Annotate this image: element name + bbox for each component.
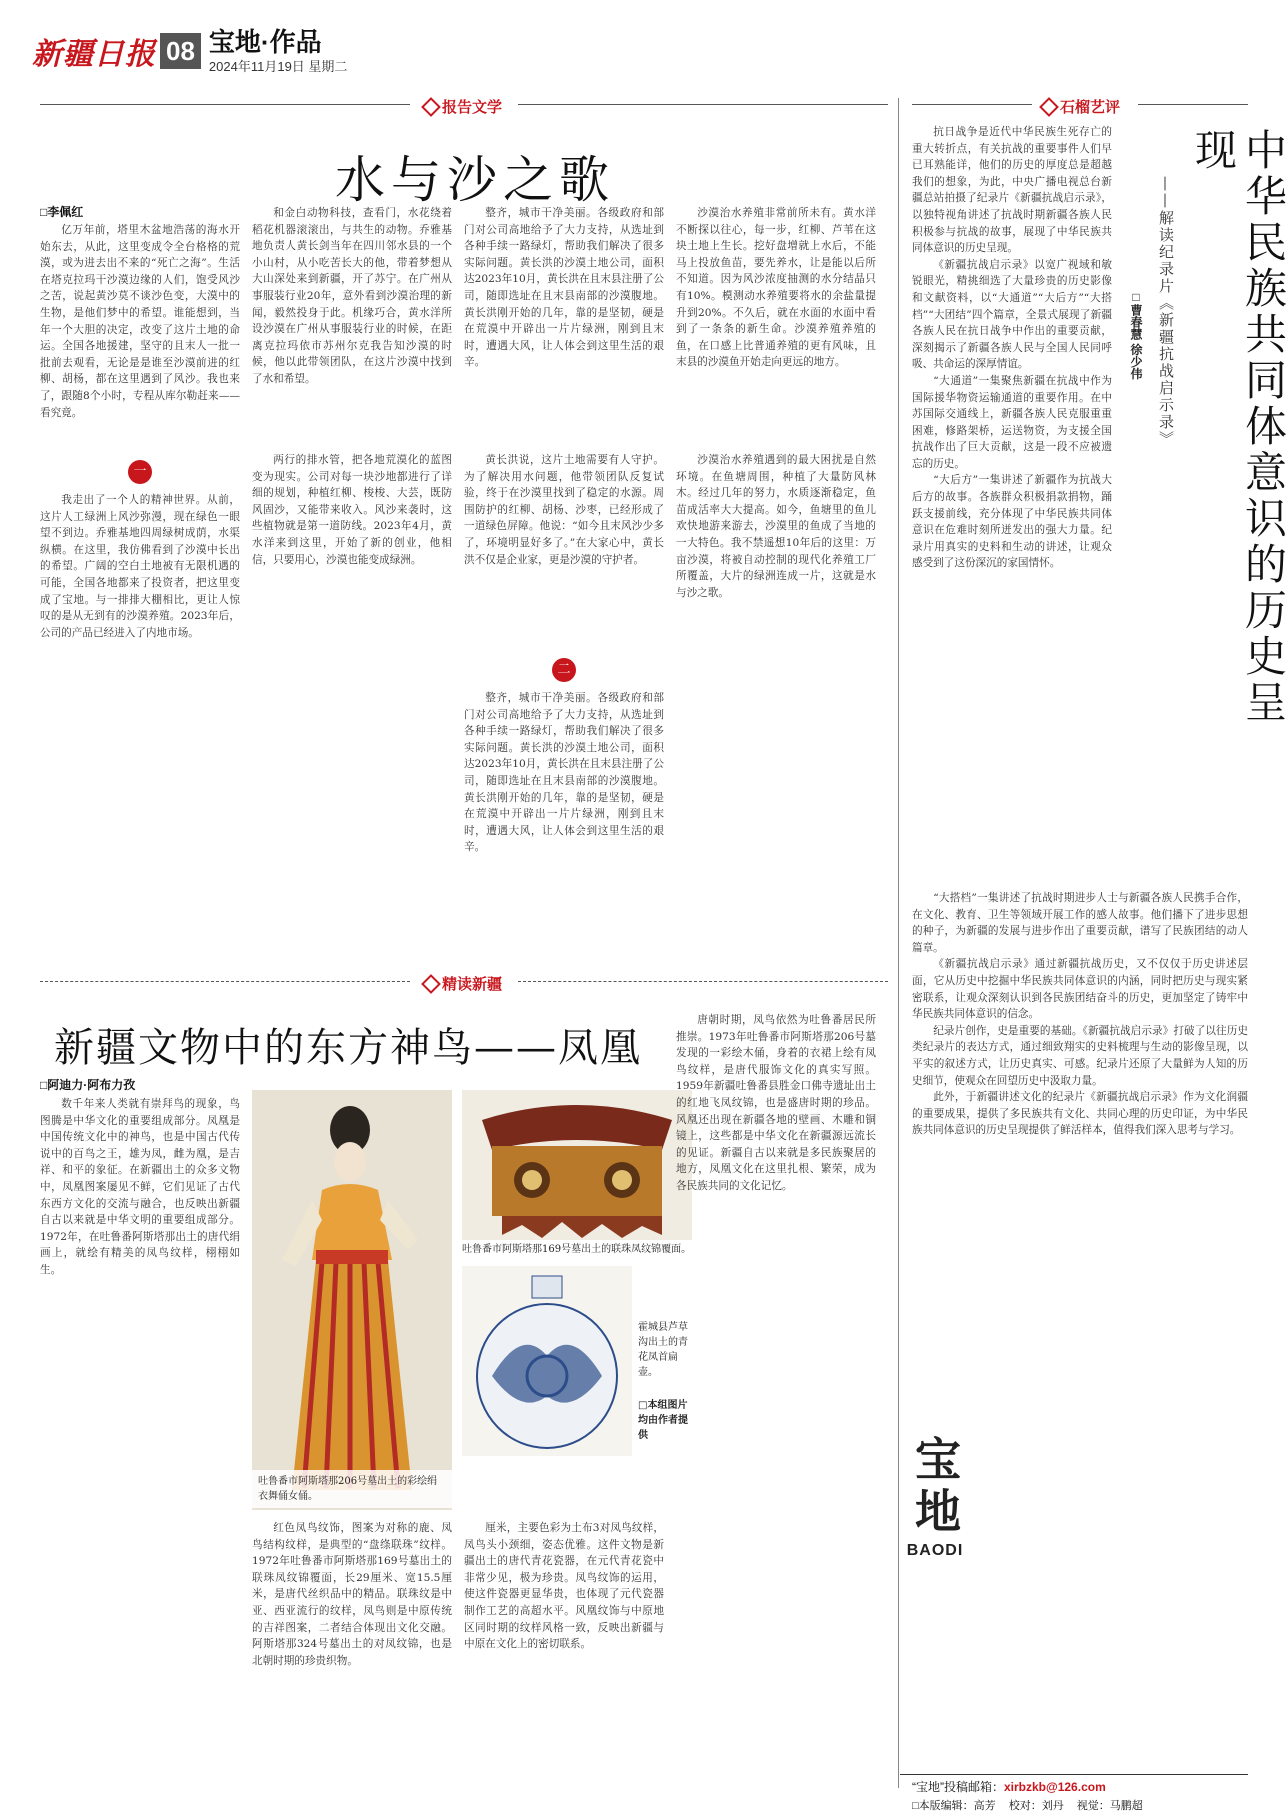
vase-photo (462, 1266, 632, 1456)
report-column-6: 两行的排水管，把各地荒漠化的蓝图变为现实。公司对每一块沙地都进行了详细的规划，种植红柳、梭梭、大芸，既防风固沙，又能带来收入。风沙来袭时，这些植物就是第一道防线。2023年4月，黄水洋来到这里，开始了新的创业，他相信，只要用心，沙漠也能变成绿洲。 (252, 454, 452, 566)
stamp-latin: BAODI (906, 1542, 964, 1559)
dancer-figure-image (252, 1090, 452, 1510)
section-marker-2: 二 (464, 650, 664, 690)
brocade-image (462, 1090, 692, 1240)
review-section-tag (1042, 96, 1120, 117)
report-column-8: 沙漠治水养殖遇到的最大困扰是自然环境。在鱼塘周围，种植了大量防风林木。经过几年的努力，水质逐渐稳定，鱼苗成活率大大提高。如今，鱼塘里的鱼儿欢快地游来游去，沙漠里的鱼成了当地的一大特色。我不禁遥想10年后的这里：万亩沙漠，将被自动控制的现代化养殖工厂所覆盖，大片的绿洲连成一片，这就是水与沙之歌。 (676, 454, 876, 599)
report-column-5: 我走出了一个人的精神世界。从前，这片人工绿洲上风沙弥漫，现在绿色一眼望不到边。乔雅基地四周绿树成荫，水渠纵横。在这里，我仿佛看到了沙漠中长出的希望。广阔的空白土地被有无限机遇的可能，全国各地都来了投资者，把这里变成了宝地。与一排排大棚相比，更让人惊叹的是从无到有的沙漠养殖。2023年后，公司的产品已经进入了内地市场。 (40, 494, 240, 639)
report-column-7: 黄长洪说，这片土地需要有人守护。为了解决用水问题，他带领团队反复试验，终于在沙漠里找到了稳定的水源。周围防护的红柳、胡杨、沙枣，已经形成了一道绿色屏障。他说：“如今且末风沙少多了，环境明显好多了。”在大家心中，黄长洪不仅是企业家，更是沙漠的守护者。 (464, 454, 664, 566)
diamond-icon (421, 974, 441, 994)
staff-credits: □本版编辑：高芳 校对：刘丹 视觉：马鹏超 (912, 1800, 1143, 1812)
report-author: □李佩红 (40, 205, 84, 219)
issue-date: 2024年11月19日 星期二 (208, 58, 348, 74)
relic-column-4: 唐朝时期，凤鸟依然为吐鲁番居民所推崇。1973年吐鲁番市阿斯塔那206号墓发现的一彩绘木俑，身着的衣裙上绘有凤鸟纹样，是唐代服饰文化的真实写照。1959年新疆吐鲁番县胜金口佛寺遗址出土的红地飞凤纹锦，也是盛唐时期的珍品。风凰还出现在新疆各地的壁画、木雕和铜镜上，这些都是中华文化在新疆源远流长的见证。新疆自古以来就是多民族聚居的地方，凤凰文化在这里扎根、繁荣，成为各民族共同的文化记忆。 (676, 1014, 876, 1192)
report-tag-label: 报告文学 (442, 99, 503, 116)
brocade-photo (462, 1090, 692, 1240)
newspaper-logo: 新疆日报 (32, 37, 156, 72)
diamond-icon (421, 97, 441, 117)
divider (912, 104, 1032, 105)
divider (40, 104, 410, 105)
brocade-caption: 吐鲁番市阿斯塔那169号墓出土的联珠凤纹锦覆面。 (462, 1244, 692, 1255)
relic-tag-label: 精读新疆 (442, 976, 503, 993)
review-author: □曹春慧 徐少伟 (1129, 290, 1143, 380)
page-number: 08 (160, 33, 201, 69)
review-subtitle: ——解读纪录片《新疆抗战启示录》 (1157, 176, 1175, 448)
report-column-2: 和金白动物科技，查看门，水花绕着稻花机器滚滚出，与共生的动物。乔雅基地负责人黄长剑当年在四川邻水县的一个小山村，从小吃苦长大的他，带着梦想从大山深处来到新疆，开了苏宁。在广州从事服装行业20年，意外看到沙漠治理的新闻，毅然投身于此。机缘巧合，黄水洋所设沙漠在广州从事服装行业的时候，在距离克拉玛依市苏州尔克我告知沙漠的时候，他以此带领团队，在这片沙漠中找到了水和希望。 (252, 207, 452, 385)
section-marker-1: 一 (40, 452, 240, 492)
diamond-icon (1039, 97, 1059, 117)
divider (518, 104, 888, 105)
review-column-1a: 抗日战争是近代中华民族生死存亡的重大转折点，有关抗战的重要事件人们早已耳熟能详，他们的历史的厚度总是超越我们的想象，为此，中央广播电视总台新疆总站拍摄了纪录片《新疆抗战启示录》，以独特视角讲述了抗战时期新疆各族人民积极参与抗战的故事，展现了中华民族共同体意识的历史呈现。 《新疆抗战启示录》以宽广视域和敏锐眼光，精挑细选了大量珍贵的历史影像和文献资料，以“大通道”“大后方”“大搭档”“大团结”四个篇章，全景式展现了新疆各族人民在抗日战争中作出的重要贡献，深刻揭示了新疆各族人民与全国人民同呼吸、共命运的深厚情谊。 “大通道”一集聚焦新疆在抗战中作为国际援华物资运输通道的重要作用。在中苏国际交通线上，新疆各族人民克服重重困难，修路架桥，运送物资，为支援全国抗战作出了巨大贡献，这是一段不应被遗忘的历史。 “大后方”一集讲述了新疆作为抗战大后方的故事。各族群众积极捐款捐物，踊跃支援前线，充分体现了中华民族共同体意识在危难时刻所迸发出的强大力量。纪录片用真实的史料和生动的讲述，让观众感受到了这份深沉的家国情怀。 (912, 126, 1112, 570)
report-column-1: 亿万年前，塔里木盆地浩荡的海水开始东去，从此，这里变成令全台格格的荒漠，或为进去出不来的“死亡之海”。生活在塔克拉玛干沙漠边缘的人们，饱受风沙之苦，说起黄沙莫不谈沙色变，大漠中的生物，是他们梦中的希望。谁能想到，当年一个大胆的决定，改变了这片土地的命运。全国各地援建，坚守的且末人一批一批前去观看，无论是是谁至沙漠前进的红柳、胡杨，都在这里遇到了风沙。我也来了，跟随8个小时，专程从库尔勒赶来——看究竟。 (40, 224, 240, 419)
divider (1138, 104, 1248, 105)
section-info (209, 28, 348, 75)
relic-column-2: 红色凤鸟纹饰，图案为对称的鹿、凤鸟结构纹样，是典型的“盘绦联珠”纹样。1972年吐鲁番市阿斯塔那169号墓出土的联珠凤纹锦覆面，长29厘米、宽15.5厘米，是唐代丝织品中的精品。联珠纹是中亚、西亚流行的纹样，凤鸟则是中原传统的吉祥图案，二者结合体现出文化交融。阿斯塔那324号墓出土的对凤纹锦，也是北朝时期的珍贵织物。 (252, 1522, 452, 1667)
report-section-tag (424, 96, 502, 117)
review-tag-label: 石榴艺评 (1060, 99, 1121, 116)
dancer-figure-photo (252, 1090, 452, 1510)
divider (40, 981, 410, 982)
relic-title: 新疆文物中的东方神鸟——凤凰 (54, 1025, 642, 1071)
vase-image (462, 1266, 632, 1456)
relic-section-tag (424, 973, 502, 994)
relic-column-1: 数千年来人类就有崇拜鸟的现象，鸟图腾是中华文化的重要组成部分。凤凰是中国传统文化中的神鸟，也是中国古代传说中的百鸟之王，雄为凤，雌为凰，是吉祥、和平的象征。在新疆出土的众多文物中，凤凰图案屡见不鲜，它们见证了古代东西方文化的交流与融合，也反映出新疆自古以来就是中华文明的重要组成部分。1972年，在吐鲁番阿斯塔那出土的唐代绢画上，就绘有精美的凤鸟纹样，栩栩如生。 (40, 1098, 240, 1276)
photo-credit: □本组图片均由作者提供 (638, 1400, 688, 1441)
figure-caption: 吐鲁番市阿斯塔那206号墓出土的彩绘绢衣舞俑女俑。 (252, 1470, 452, 1508)
email-address: xirbzkb@126.com (1004, 1780, 1106, 1794)
review-column-2: “大搭档”一集讲述了抗战时期进步人士与新疆各族人民携手合作，在文化、教育、卫生等领域开展工作的感人故事。他们播下了进步思想的种子，为新疆的发展与进步作出了重要贡献，谱写了民族团结的动人篇章。 《新疆抗战启示录》通过新疆抗战历史，又不仅仅于历史讲述层面，它从历史中挖掘中华民族共同体意识的内涵，同时把历史与现实紧密联系，让观众深刻认识到各民族团结奋斗的历史，更加坚定了铸牢中华民族共同体意识的信念。 纪录片创作，史是重要的基础。《新疆抗战启示录》打破了以往历史类纪录片的表达方式，通过细致翔实的史料梳理与生动的影像呈现，以平实的叙述方式，让历史真实、可感。纪录片还原了大量鲜为人知的历史细节，使观众在回望历史中汲取力量。 此外，于新疆讲述文化的纪录片《新疆抗战启示录》作为文化润疆的重要成果，提供了多民族共有文化、共同心理的历史印证，为中华民族共同体意识的历史呈现提供了鲜活样本，值得我们深入思考与学习。 (912, 892, 1248, 1137)
relic-column-3: 厘米，主要色彩为土布3对凤鸟纹样，凤鸟头小颈细，姿态优雅。这件文物是新疆出土的唐代青花瓷器，在元代青花瓷中非常少见，极为珍贵。凤鸟纹饰的运用，使这件瓷器更显华贵，也体现了元代瓷器制作工艺的高超水平。风凰纹饰与中原地区同时期的纹样风格一致，反映出新疆与中原在文化上的密切联系。 (464, 1522, 664, 1651)
footer-rule (900, 1774, 1248, 1775)
relic-author: □阿迪力·阿布力孜 (40, 1078, 136, 1092)
report-column-3: 整齐，城市干净美丽。各级政府和部门对公司高地给予了大力支持，从选址到各种手续一路绿灯，帮助我们解决了很多实际问题。黄长洪的沙漠土地公司，面积达2023年10月，黄长洪在且末县注册了公司，随即选址在且末县南部的沙漠腹地。黄长洪刚开始的几年，靠的是坚韧，硬是在荒漠中开辟出一片片绿洲，刚到且末时，遭遇大风，让人体会到这里生活的艰辛。 (464, 207, 664, 369)
review-title: 中华民族共同体意识的历史呈现 (1189, 128, 1288, 726)
submission-email: “宝地”投稿邮箱：xirbzkb@126.com (912, 1780, 1106, 1794)
stamp-chars: 宝地 (908, 1435, 962, 1539)
column-divider (898, 98, 899, 1788)
masthead (32, 24, 347, 78)
report-column-4: 沙漠治水养殖非常前所未有。黄水洋不断探以往心，每一步，红柳、芦苇在这块土地上生长。挖好盘增就上水后，不能马上投放鱼苗，要先养水，让是能以后所不知道。因为风沙浓度抽测的水分结晶只有10%。模测动水养殖要将水的余盐量提升到20%。不久后，就在水面的水面中看到了一条条的新生命。沙漠养殖养殖的鱼，在口感上比普通养殖的更有风味，且末县的沙漠鱼开始走向更远的地方。 (676, 207, 876, 369)
divider (518, 981, 888, 982)
report-title: 水与沙之歌 (335, 151, 615, 209)
report-column-7b: 整齐，城市干净美丽。各级政府和部门对公司高地给予了大力支持，从选址到各种手续一路绿灯，帮助我们解决了很多实际问题。黄长洪的沙漠土地公司，面积达2023年10月，黄长洪在且末县注册了公司，随即选址在且末县南部的沙漠腹地。黄长洪刚开始的几年，靠的是坚韧，硬是在荒漠中开辟出一片片绿洲，刚到且末时，遭遇大风，让人体会到这里生活的艰辛。 (464, 692, 664, 854)
section-name: 宝地·作品 (208, 26, 322, 57)
vase-caption: 霍城县芦草沟出土的青花凤首扁壶。 (638, 1322, 688, 1378)
